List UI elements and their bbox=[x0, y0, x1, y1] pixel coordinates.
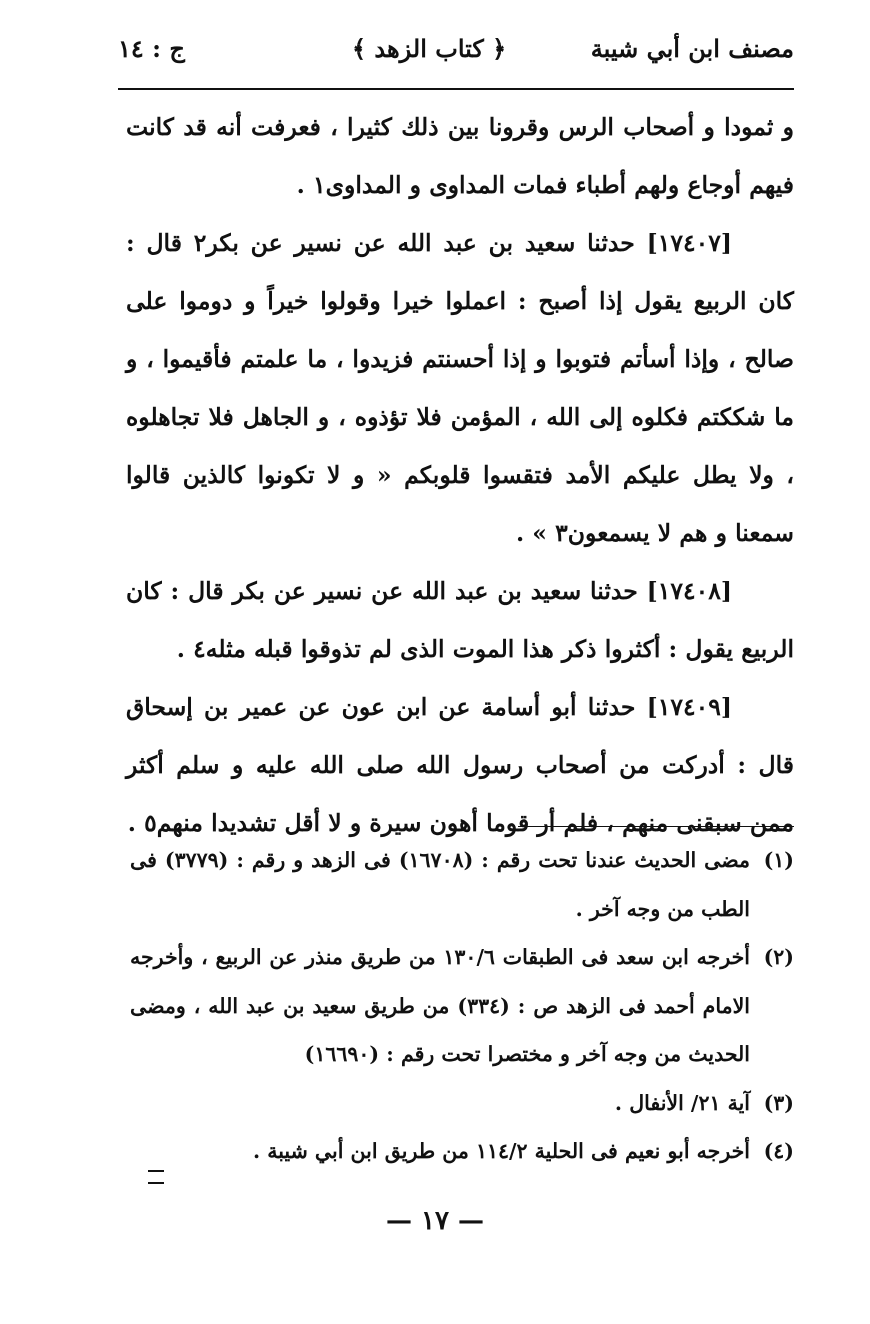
hadith-entry-17408: [١٧٤٠٨] حدثنا سعيد بن عبد الله عن نسير عن بكر قال : كان الربيع يقول : أكثروا ذكر هذا الموت الذى لم تذوقوا قبله مثله٤ . bbox=[126, 577, 794, 663]
footnote-3 bbox=[130, 1079, 794, 1128]
paragraph-continuation: و ثمودا و أصحاب الرس وقرونا بين ذلك كثيرا ، فعرفت أنه قد كانت فيهم أوجاع ولهم أطباء فمات المداوى و المداوى١ . bbox=[126, 113, 794, 199]
page-header bbox=[118, 30, 794, 88]
footnote-1 bbox=[130, 836, 794, 933]
volume-number: ج : ١٤ bbox=[118, 34, 185, 63]
footnote-4 bbox=[130, 1127, 794, 1176]
footnote-rule bbox=[518, 826, 794, 827]
footnotes bbox=[130, 836, 794, 1176]
hadith-entry-17409: [١٧٤٠٩] حدثنا أبو أسامة عن ابن عون عن عمير بن إسحاق قال : أدركت من أصحاب رسول الله صلى الله عليه و سلم أكثر ممن سبقنى منهم ، فلم أر قوما أهون سيرة و لا أقل تشديدا منهم٥ . bbox=[126, 693, 794, 837]
main-text bbox=[126, 98, 794, 852]
footnote-2 bbox=[130, 933, 794, 1079]
page-number: — ١٧ — bbox=[385, 1206, 485, 1236]
footnote-text: أخرجه أبو نعيم فى الحلية ١١٤/٢ من طريق ابن أبي شيبة . bbox=[252, 1139, 750, 1163]
footnote-number: (٢) bbox=[763, 945, 794, 969]
footnote-number: (١) bbox=[763, 848, 794, 872]
footnote-text: أخرجه ابن سعد فى الطبقات ١٣٠/٦ من طريق منذر عن الربيع ، وأخرجه الامام أحمد فى الزهد ص : (٣٣٤) من طريق سعيد بن عبد الله ، ومضى الحديث من وجه آخر و مختصرا تحت رقم : (١٦٦٩٠) bbox=[130, 945, 750, 1066]
section-end-mark bbox=[148, 1170, 164, 1184]
footnote-number: (٤) bbox=[763, 1139, 794, 1163]
book-title: مصنف ابن أبي شيبة bbox=[590, 34, 794, 63]
footnote-number: (٣) bbox=[763, 1090, 794, 1115]
chapter-title: ﴿ كتاب الزهد ﴾ bbox=[352, 34, 507, 63]
hadith-entry-17407: [١٧٤٠٧] حدثنا سعيد بن عبد الله عن نسير عن بكر٢ قال : كان الربيع يقول إذا أصبح : اعملوا خيرا وقولوا خيراً و دوموا على صالح ، وإذا أسأتم فتوبوا و إذا أحسنتم فزيدوا ، ما علمتم فأقيموا ، و ما شككتم فكلوه إلى الله ، المؤمن فلا تؤذوه ، و الجاهل فلا تجاهلوه ، ولا يطل عليكم الأمد فتقسوا قلوبكم « و لا تكونوا كالذين قالوا سمعنا و هم لا يسمعون٣ » . bbox=[126, 229, 794, 547]
header-rule bbox=[118, 88, 794, 90]
footnote-text: آية ٢١/ الأنفال . bbox=[614, 1090, 750, 1115]
footnote-text: مضى الحديث عندنا تحت رقم : (١٦٧٠٨) فى الزهد و رقم : (٣٧٧٩) فى الطب من وجه آخر . bbox=[130, 848, 750, 921]
